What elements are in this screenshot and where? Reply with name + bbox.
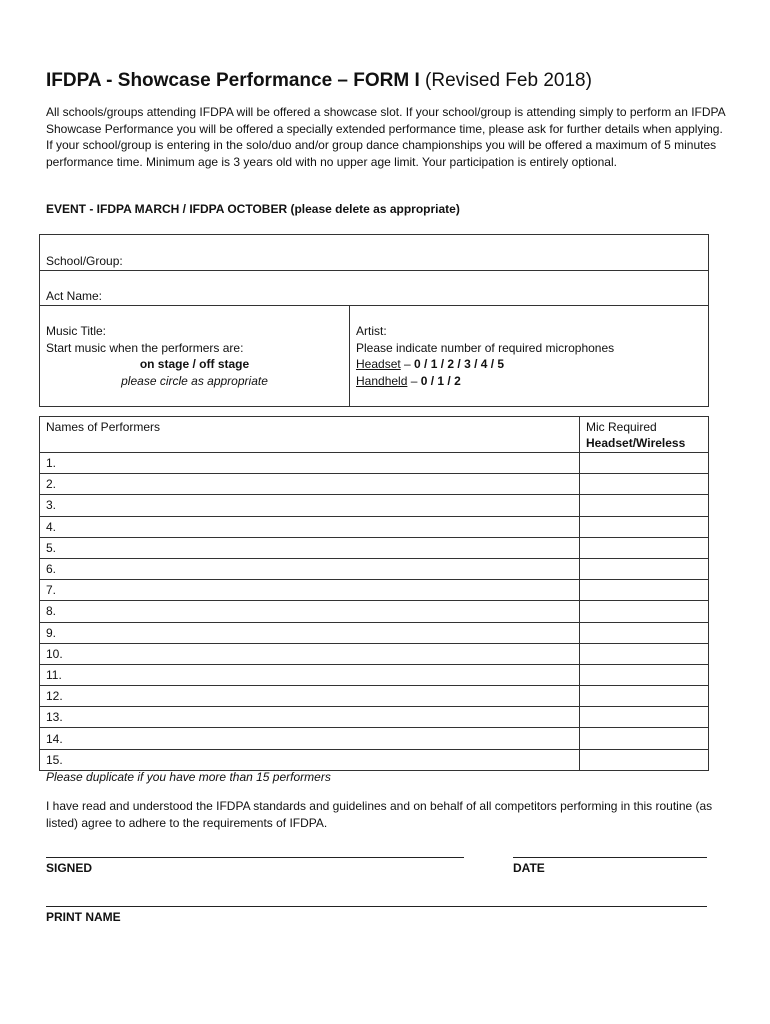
form-title-revised: (Revised Feb 2018) (425, 70, 592, 91)
performer-number: 5. (46, 540, 57, 555)
performer-name-cell[interactable] (40, 728, 580, 749)
names-header-label: Names of Performers (46, 420, 161, 434)
performer-number: 15. (46, 752, 63, 767)
performer-mic-cell[interactable] (580, 558, 709, 579)
performers-table (39, 416, 709, 771)
performer-row (40, 537, 709, 558)
performer-mic-cell[interactable] (580, 622, 709, 643)
performer-row (40, 728, 709, 749)
performer-number: 6. (46, 562, 57, 577)
performer-name-cell[interactable] (40, 580, 580, 601)
performer-name-cell[interactable] (40, 601, 580, 622)
performer-rows (40, 453, 709, 771)
date-label: DATE (513, 861, 545, 875)
form-title-main: IFDPA - Showcase Performance – FORM I (46, 70, 420, 91)
artist-label: Artist: (356, 324, 387, 338)
print-name-line[interactable] (46, 906, 707, 907)
performer-row (40, 664, 709, 685)
performer-name-cell[interactable] (40, 749, 580, 770)
performer-row (40, 686, 709, 707)
performer-mic-cell[interactable] (580, 453, 709, 474)
form-title (46, 70, 592, 92)
performer-name-cell[interactable] (40, 664, 580, 685)
performer-row (40, 707, 709, 728)
mic-header-line1: Mic Required (586, 420, 657, 434)
school-group-field[interactable] (40, 235, 709, 271)
handheld-line (356, 373, 702, 390)
performer-row (40, 516, 709, 537)
music-title-cell[interactable] (40, 306, 350, 407)
performer-name-cell[interactable] (40, 453, 580, 474)
performer-mic-cell[interactable] (580, 728, 709, 749)
date-line[interactable] (513, 857, 707, 858)
performer-name-cell[interactable] (40, 622, 580, 643)
performer-number: 7. (46, 583, 57, 598)
performer-number: 10. (46, 646, 63, 661)
performer-row (40, 601, 709, 622)
performer-mic-cell[interactable] (580, 601, 709, 622)
duplicate-note: Please duplicate if you have more than 15 performers (46, 770, 331, 784)
performer-number: 1. (46, 456, 57, 471)
performer-mic-cell[interactable] (580, 537, 709, 558)
agreement-text: I have read and understood the IFDPA standards and guidelines and on behalf of all competitors performing in this routine (as listed) agree to adhere to the requirements of IFDPA. (46, 799, 713, 830)
act-info-table (39, 234, 709, 407)
print-name-label: PRINT NAME (46, 910, 121, 924)
mic-header (580, 417, 709, 453)
performer-number: 14. (46, 731, 63, 746)
performer-number: 9. (46, 625, 57, 640)
event-line: EVENT - IFDPA MARCH / IFDPA OCTOBER (please delete as appropriate) (46, 202, 460, 216)
performer-name-cell[interactable] (40, 558, 580, 579)
handheld-options[interactable]: 0 / 1 / 2 (420, 374, 461, 389)
start-music-label: Start music when the performers are: (46, 340, 244, 355)
performer-mic-cell[interactable] (580, 749, 709, 770)
performer-number: 13. (46, 710, 63, 725)
handheld-dash: – (407, 374, 421, 389)
performer-row (40, 474, 709, 495)
performer-number: 3. (46, 498, 57, 513)
performer-mic-cell[interactable] (580, 686, 709, 707)
music-title-label: Music Title: (46, 324, 107, 338)
performer-mic-cell[interactable] (580, 516, 709, 537)
performer-row (40, 558, 709, 579)
names-header (40, 417, 580, 453)
headset-options[interactable]: 0 / 1 / 2 / 3 / 4 / 5 (414, 357, 505, 372)
performer-name-cell[interactable] (40, 495, 580, 516)
performer-row (40, 580, 709, 601)
performer-row (40, 495, 709, 516)
performer-mic-cell[interactable] (580, 707, 709, 728)
performer-row (40, 453, 709, 474)
stage-options[interactable]: on stage / off stage (139, 357, 250, 372)
performer-name-cell[interactable] (40, 643, 580, 664)
performer-name-cell[interactable] (40, 474, 580, 495)
signed-label: SIGNED (46, 861, 93, 875)
performer-number: 2. (46, 477, 57, 492)
performer-name-cell[interactable] (40, 686, 580, 707)
performer-number: 4. (46, 519, 57, 534)
performer-name-cell[interactable] (40, 707, 580, 728)
circle-note: please circle as appropriate (121, 374, 268, 389)
headset-label: Headset (356, 357, 401, 372)
performer-mic-cell[interactable] (580, 580, 709, 601)
artist-cell[interactable] (350, 306, 709, 407)
handheld-label: Handheld (356, 374, 408, 389)
intro-paragraph: All schools/groups attending IFDPA will be offered a showcase slot. If your school/group is attending simply to perform an IFDPA Showcase Performance you will be offered a specially extended performance time, please ask for further details when applying. If your school/group is entering in the solo/duo and/or group dance championships you will be offered a maximum of 5 minutes performance time. Minimum age is 3 years old with no upper age limit. Your participation is entirely optional. (46, 105, 726, 169)
performer-row (40, 622, 709, 643)
headset-line (356, 356, 702, 373)
performer-mic-cell[interactable] (580, 474, 709, 495)
mic-instruction: Please indicate number of required microphones (356, 340, 615, 355)
headset-dash: – (400, 357, 415, 372)
performer-number: 12. (46, 689, 63, 704)
performer-row (40, 643, 709, 664)
performer-row (40, 749, 709, 770)
mic-header-line2: Headset/Wireless (586, 436, 686, 450)
performer-mic-cell[interactable] (580, 495, 709, 516)
performer-number: 8. (46, 604, 57, 619)
performer-name-cell[interactable] (40, 537, 580, 558)
performer-mic-cell[interactable] (580, 664, 709, 685)
school-group-label: School/Group: (46, 254, 123, 268)
signed-line[interactable] (46, 857, 464, 858)
performer-mic-cell[interactable] (580, 643, 709, 664)
performer-number: 11. (46, 667, 62, 682)
act-name-label: Act Name: (46, 289, 103, 303)
act-name-field[interactable] (40, 271, 709, 306)
performer-name-cell[interactable] (40, 516, 580, 537)
